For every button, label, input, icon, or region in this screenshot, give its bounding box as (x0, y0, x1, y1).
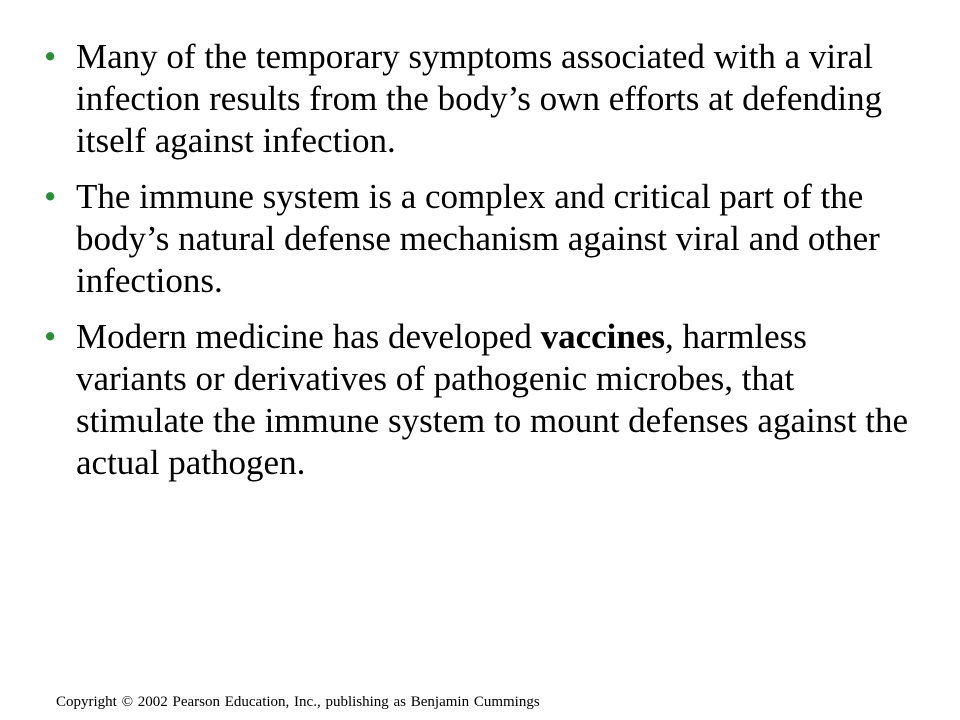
bullet-dot-icon: • (44, 317, 57, 356)
copyright-footer: Copyright © 2002 Pearson Education, Inc., publishing as Benjamin Cummings (56, 694, 540, 710)
bold-term-vaccines: vaccines (540, 317, 665, 356)
bullet-text: The immune system is a complex and critical part of the body’s natural defense mechanism against viral and other infections. (76, 177, 880, 300)
bullet-dot-icon: • (44, 37, 57, 76)
bullet-text: Many of the temporary symptoms associated with a viral infection results from the body’s own efforts at defending itself against infection. (76, 37, 883, 160)
bullet-text-before: Modern medicine has developed (76, 317, 541, 356)
bullet-dot-icon: • (44, 177, 57, 216)
bullet-list (44, 36, 924, 498)
bullet-text-after: , harmless variants or derivatives of pathogenic microbes, that stimulate the immune system to mount defenses against the actual pathogen. (76, 317, 909, 482)
bullet-text (76, 317, 908, 482)
bullet-item-immune-system (44, 176, 924, 302)
bullet-item-vaccines (44, 316, 924, 484)
bullet-item-symptoms (44, 36, 924, 162)
